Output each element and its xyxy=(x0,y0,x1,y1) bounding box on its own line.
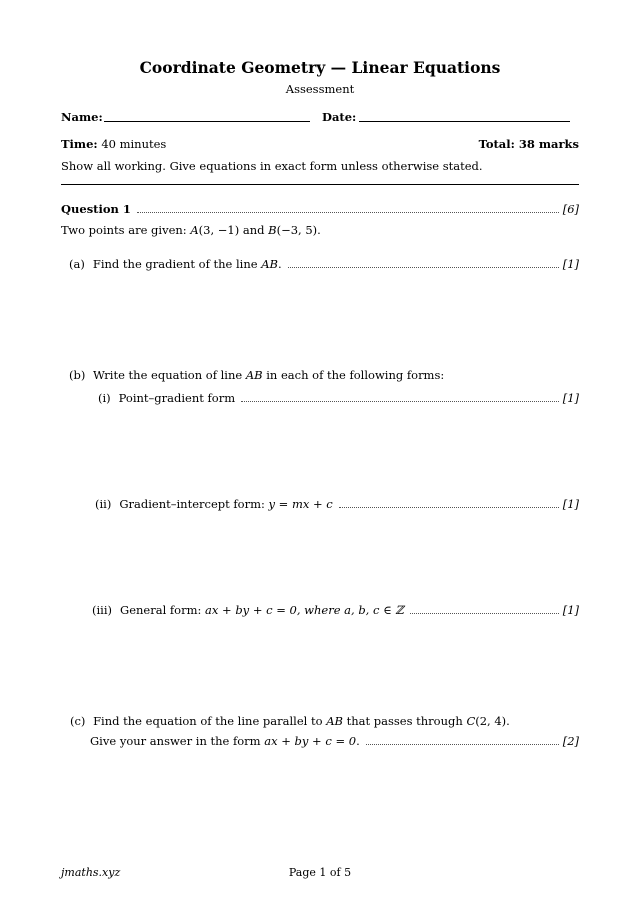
question-1-label: Question 1 xyxy=(61,202,131,216)
point-c: C xyxy=(466,714,476,728)
part-b-ii-marks: [1] xyxy=(562,497,579,511)
part-b-label: (b) xyxy=(69,368,86,382)
question-1-marks: [6] xyxy=(562,202,579,216)
part-c xyxy=(70,714,510,728)
part-b-iii-marks: [1] xyxy=(562,603,579,617)
instructions: Show all working. Give equations in exact form unless otherwise stated. xyxy=(61,159,483,173)
line-ab: AB xyxy=(326,714,343,728)
footer-site: jmaths.xyz xyxy=(61,866,121,879)
time-label: Time: xyxy=(61,137,98,151)
dot-leader xyxy=(137,212,559,213)
point-b-coords: (−3, 5). xyxy=(276,223,321,237)
part-b-iii-label: (iii) xyxy=(92,603,113,617)
part-c-label: (c) xyxy=(70,714,86,728)
part-a-marks: [1] xyxy=(562,257,579,271)
part-b xyxy=(69,368,444,382)
part-c-line2-text: Give your answer in the form ax + by + c = 0. xyxy=(90,734,360,748)
dot-leader xyxy=(366,744,559,745)
question-1-header xyxy=(61,202,579,216)
line-ab: AB xyxy=(245,368,263,382)
point-a: A xyxy=(190,223,199,237)
part-b-iii-text: General form: ax + by + c = 0, where a, b, c ∈ ℤ xyxy=(120,603,404,617)
question-1-intro xyxy=(61,223,321,237)
part-a-text: Find the gradient of the line AB. xyxy=(92,257,282,271)
document-subtitle: Assessment xyxy=(285,82,355,96)
part-b-ii-label: (ii) xyxy=(95,497,112,511)
part-c-line2 xyxy=(90,734,579,748)
intro-text: Two points are given: xyxy=(61,223,191,237)
name-label: Name: xyxy=(61,110,103,124)
part-b-i-label: (i) xyxy=(98,391,111,405)
line-ab: AB xyxy=(261,257,278,271)
part-b-ii-text: Gradient–intercept form: y = mx + c xyxy=(119,497,333,511)
part-a xyxy=(69,257,579,271)
equation: ax + by + c = 0 xyxy=(264,734,357,748)
document-title: Coordinate Geometry — Linear Equations xyxy=(139,58,501,77)
total-marks: Total: 38 marks xyxy=(478,137,579,151)
part-c-text: Find the equation of the line parallel to AB that passes through C(2, 4). xyxy=(93,714,510,728)
part-b-i-text: Point–gradient form xyxy=(118,391,236,405)
equation: ax + by + c = 0, where a, b, c ∈ ℤ xyxy=(205,603,404,617)
part-a-label: (a) xyxy=(69,257,85,271)
part-b-iii xyxy=(92,603,579,617)
page-number: Page 1 of 5 xyxy=(288,866,352,879)
part-b-i xyxy=(98,391,579,405)
part-b-i-marks: [1] xyxy=(562,391,579,405)
dot-leader xyxy=(410,613,559,614)
point-b: B xyxy=(268,223,277,237)
dot-leader xyxy=(339,507,559,508)
date-field[interactable] xyxy=(359,121,570,122)
equation: y = mx + c xyxy=(268,497,333,511)
part-b-text: Write the equation of line AB in each of the following forms: xyxy=(93,368,445,382)
name-field[interactable] xyxy=(104,121,310,122)
time-info xyxy=(61,137,166,151)
date-label: Date: xyxy=(322,110,357,124)
dot-leader xyxy=(241,401,559,402)
header-divider xyxy=(61,184,579,185)
dot-leader xyxy=(288,267,559,268)
part-c-marks: [2] xyxy=(562,734,579,748)
time-value: 40 minutes xyxy=(101,137,167,151)
point-a-coords: (3, −1) and xyxy=(198,223,269,237)
part-b-ii xyxy=(95,497,579,511)
